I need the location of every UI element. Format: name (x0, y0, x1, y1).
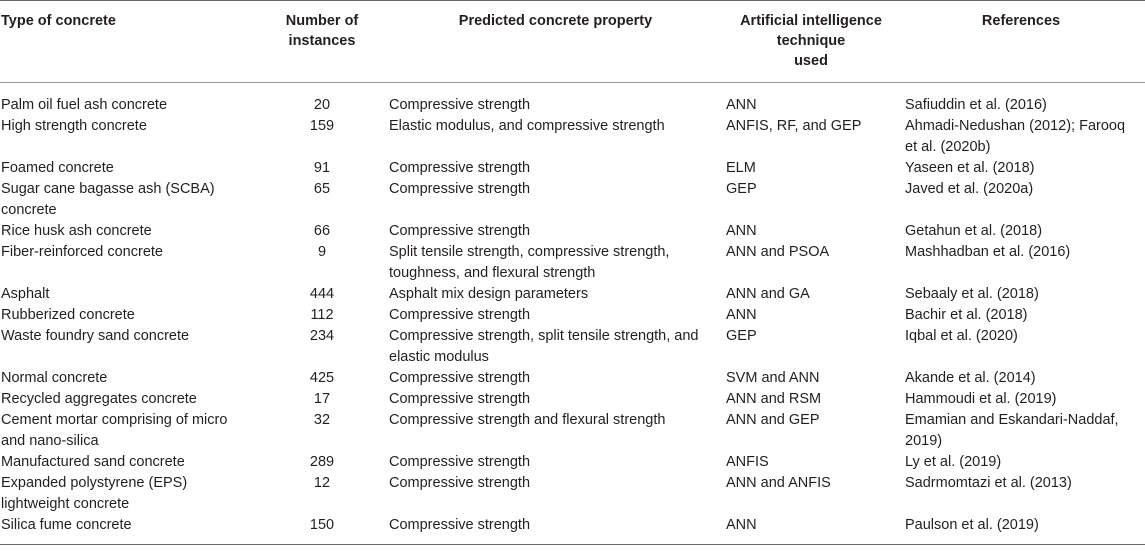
cell-property: Compressive strength (389, 370, 531, 386)
table-row (0, 305, 1145, 326)
header-references: References (981, 13, 1061, 29)
table-row (0, 179, 1145, 221)
cell-number: 289 (309, 454, 335, 470)
cell-reference: Safiuddin et al. (2016) (905, 97, 1047, 113)
cell-number: 9 (317, 244, 327, 260)
cell-reference: Bachir et al. (2018) (905, 307, 1028, 323)
cell-reference: Iqbal et al. (2020) (905, 328, 1018, 344)
cell-number: 425 (309, 370, 335, 386)
table-row (0, 452, 1145, 473)
cell-ai-technique: ANN and PSOA (726, 244, 830, 260)
cell-property: Compressive strength (389, 307, 531, 323)
cell-ai-technique: GEP (726, 181, 757, 197)
table-row (0, 389, 1145, 410)
cell-type: Expanded polystyrene (EPS) lightweight concrete (1, 475, 188, 512)
cell-number: 91 (313, 160, 331, 176)
cell-number: 444 (309, 286, 335, 302)
cell-number: 32 (313, 412, 331, 428)
table-row (0, 158, 1145, 179)
cell-reference: Yaseen et al. (2018) (905, 160, 1035, 176)
cell-property: Compressive strength (389, 160, 531, 176)
cell-ai-technique: ANN (726, 517, 757, 533)
cell-reference: Javed et al. (2020a) (905, 181, 1034, 197)
cell-number: 234 (309, 328, 335, 344)
cell-ai-technique: GEP (726, 328, 757, 344)
cell-property: Compressive strength (389, 97, 531, 113)
cell-reference: Sebaaly et al. (2018) (905, 286, 1039, 302)
table-body (0, 83, 1145, 545)
cell-number: 20 (313, 97, 331, 113)
cell-property: Elastic modulus, and compressive strength (389, 118, 665, 134)
cell-ai-technique: ANN and ANFIS (726, 475, 831, 491)
cell-type: Asphalt (1, 286, 50, 302)
cell-type: Rubberized concrete (1, 307, 135, 323)
cell-ai-technique: ANN and GA (726, 286, 810, 302)
header-property: Predicted concrete property (458, 13, 653, 29)
cell-reference: Emamian and Eskandari-Naddaf, 2019) (905, 412, 1119, 449)
header-row (0, 1, 1145, 83)
cell-property: Compressive strength (389, 391, 531, 407)
cell-property: Compressive strength (389, 517, 531, 533)
cell-reference: Paulson et al. (2019) (905, 517, 1039, 533)
cell-number: 150 (309, 517, 335, 533)
table-row (0, 116, 1145, 158)
table-row (0, 515, 1145, 545)
table-row (0, 221, 1145, 242)
cell-ai-technique: ANN and RSM (726, 391, 822, 407)
cell-type: Recycled aggregates concrete (1, 391, 197, 407)
cell-ai-technique: ANFIS (726, 454, 769, 470)
table-row (0, 410, 1145, 452)
cell-property: Split tensile strength, compressive strength, toughness, and flexural strength (389, 244, 670, 281)
cell-ai-technique: ANN (726, 223, 757, 239)
cell-number: 17 (313, 391, 331, 407)
cell-ai-technique: ELM (726, 160, 756, 176)
table-row (0, 242, 1145, 284)
table-row (0, 326, 1145, 368)
cell-ai-technique: ANN and GEP (726, 412, 820, 428)
cell-reference: Hammoudi et al. (2019) (905, 391, 1057, 407)
cell-ai-technique: SVM and ANN (726, 370, 820, 386)
cell-number: 112 (310, 307, 334, 323)
header-type: Type of concrete (1, 13, 116, 29)
cell-type: Waste foundry sand concrete (1, 328, 190, 344)
cell-type: Fiber-reinforced concrete (1, 244, 163, 260)
cell-reference: Ly et al. (2019) (905, 454, 1002, 470)
header-number: Number of instances (285, 13, 359, 49)
cell-reference: Mashhadban et al. (2016) (905, 244, 1071, 260)
table-row (0, 473, 1145, 515)
cell-type: Rice husk ash concrete (1, 223, 152, 239)
cell-reference: Ahmadi-Nedushan (2012); Farooq et al. (2020b) (905, 118, 1126, 155)
table-row (0, 284, 1145, 305)
cell-ai-technique: ANN (726, 97, 757, 113)
cell-type: Manufactured sand concrete (1, 454, 185, 470)
cell-property: Compressive strength (389, 181, 531, 197)
cell-type: Normal concrete (1, 370, 108, 386)
table-header (0, 1, 1145, 83)
cell-property: Compressive strength (389, 475, 531, 491)
cell-number: 65 (313, 181, 331, 197)
cell-ai-technique: ANFIS, RF, and GEP (726, 118, 862, 134)
cell-number: 66 (313, 223, 331, 239)
table-row (0, 368, 1145, 389)
cell-ai-technique: ANN (726, 307, 757, 323)
cell-type: Sugar cane bagasse ash (SCBA) concrete (1, 181, 215, 218)
header-ai: Artificial intelligence technique used (740, 13, 882, 69)
cell-property: Asphalt mix design parameters (389, 286, 589, 302)
cell-property: Compressive strength, split tensile strength, and elastic modulus (389, 328, 699, 365)
cell-type: Cement mortar comprising of micro and nano-silica (1, 412, 228, 449)
cell-reference: Akande et al. (2014) (905, 370, 1036, 386)
cell-property: Compressive strength (389, 223, 531, 239)
cell-type: Foamed concrete (1, 160, 114, 176)
cell-property: Compressive strength and flexural strength (389, 412, 666, 428)
cell-type: High strength concrete (1, 118, 147, 134)
cell-number: 12 (313, 475, 331, 491)
cell-reference: Sadrmomtazi et al. (2013) (905, 475, 1072, 491)
cell-number: 159 (309, 118, 335, 134)
cell-property: Compressive strength (389, 454, 531, 470)
cell-reference: Getahun et al. (2018) (905, 223, 1043, 239)
cell-type: Silica fume concrete (1, 517, 132, 533)
cell-type: Palm oil fuel ash concrete (1, 97, 168, 113)
table-row (0, 83, 1145, 117)
